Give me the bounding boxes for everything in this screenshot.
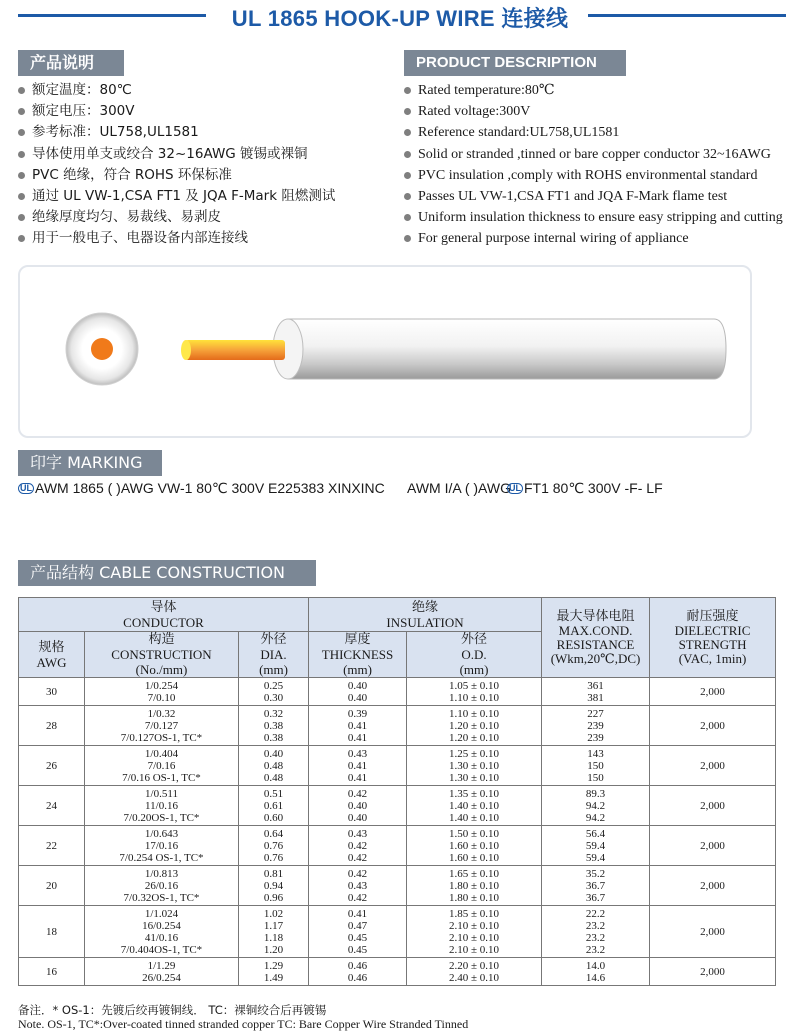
cell-resistance [542, 678, 650, 706]
cell-value: 0.45 [347, 943, 368, 956]
list-item: 额定电压：300V [18, 101, 335, 122]
cell-dielectric: 2,000 [650, 678, 776, 706]
cell-value: 0.64 [263, 827, 284, 840]
cell-value: 23.2 [585, 943, 606, 956]
cell-value: 36.7 [585, 891, 606, 904]
marking-line-2 [407, 480, 663, 497]
cell-thickness [309, 786, 407, 826]
cell-value: 1.49 [263, 971, 284, 984]
cell-dielectric: 2,000 [650, 786, 776, 826]
cell-od [407, 866, 542, 906]
cell-dielectric: 2,000 [650, 958, 776, 986]
cell-value: 0.30 [263, 691, 284, 704]
cell-value: 59.4 [585, 839, 606, 852]
construction-table-body [19, 678, 776, 986]
cell-resistance [542, 958, 650, 986]
product-list-zh [18, 80, 335, 250]
cell-value: 1/0.32 [147, 707, 176, 720]
cell-value: 381 [587, 691, 604, 704]
cell-value: 361 [587, 679, 604, 692]
cell-awg: 16 [19, 958, 85, 986]
cell-value: 1.60 ± 0.10 [448, 839, 500, 852]
cell-value: 0.40 [347, 811, 368, 824]
cell-value: 1/1.024 [144, 907, 179, 920]
cell-construction [85, 786, 239, 826]
cell-dielectric: 2,000 [650, 826, 776, 866]
title-rule-right [588, 14, 786, 17]
cell-value: 1/1.29 [147, 959, 176, 972]
cell-value: 23.2 [585, 931, 606, 944]
table-row [19, 958, 776, 986]
cell-value: 1.25 ± 0.10 [448, 747, 500, 760]
cell-value: 7/0.16 OS-1, TC* [122, 771, 201, 784]
cell-value: 1.60 ± 0.10 [448, 851, 500, 864]
cell-dia [239, 866, 309, 906]
marking-text-2b: FT1 80℃ 300V -F- LF [523, 480, 663, 496]
header-awg: 规格 AWG [19, 632, 85, 678]
cell-od [407, 906, 542, 958]
header-od: 外径 O.D. (mm) [407, 632, 542, 678]
cell-od [407, 706, 542, 746]
cell-thickness [309, 746, 407, 786]
cell-value: 59.4 [585, 851, 606, 864]
cell-value: 150 [587, 771, 604, 784]
list-item: Rated voltage:300V [404, 101, 783, 122]
cell-value: 1/0.254 [144, 679, 179, 692]
cell-value: 1.50 ± 0.10 [448, 827, 500, 840]
cell-od [407, 746, 542, 786]
cell-od [407, 678, 542, 706]
tab-marking: 印字 MARKING [18, 450, 162, 476]
cell-value: 0.39 [347, 707, 368, 720]
list-item: PVC 绝缘，符合 ROHS 环保标准 [18, 165, 335, 186]
marking-text-1: AWM 1865 ( )AWG VW-1 80℃ 300V E225383 XINXINC [35, 480, 385, 496]
table-row [19, 906, 776, 958]
cell-value: 0.42 [347, 787, 368, 800]
note-en: Note. OS-1, TC*:Over-coated tinned stranded copper TC: Bare Copper Wire Stranded Tinned [18, 1017, 469, 1031]
cell-construction [85, 678, 239, 706]
cell-thickness [309, 906, 407, 958]
cell-awg: 20 [19, 866, 85, 906]
cell-value: 14.0 [585, 959, 606, 972]
wire-jacket [288, 319, 726, 379]
cell-od [407, 826, 542, 866]
cell-value: 14.6 [585, 971, 606, 984]
cell-value: 1.18 [263, 931, 284, 944]
cell-dia [239, 786, 309, 826]
wire-conductor [185, 340, 285, 360]
cell-value: 7/0.16 [147, 759, 176, 772]
cell-value: 0.96 [263, 891, 284, 904]
cell-value: 0.48 [263, 759, 284, 772]
cell-value: 26/0.254 [142, 971, 181, 984]
cell-value: 239 [587, 719, 604, 732]
product-list-en [404, 80, 783, 250]
cell-thickness [309, 866, 407, 906]
cell-value: 0.41 [347, 907, 368, 920]
header-conductor: 导体 CONDUCTOR [19, 598, 309, 632]
wire-conductor-tip [181, 340, 191, 360]
cell-value: 0.42 [347, 891, 368, 904]
cell-thickness [309, 826, 407, 866]
table-row [19, 826, 776, 866]
cell-value: 0.40 [347, 691, 368, 704]
cell-value: 0.25 [263, 679, 284, 692]
cell-value: 2.10 ± 0.10 [448, 931, 500, 944]
cell-value: 1/0.404 [144, 747, 179, 760]
cell-value: 1.05 ± 0.10 [448, 679, 500, 692]
cell-value: 17/0.16 [144, 839, 179, 852]
cell-dielectric: 2,000 [650, 866, 776, 906]
cell-value: 23.2 [585, 919, 606, 932]
cell-value: 1.40 ± 0.10 [448, 811, 500, 824]
cell-construction [85, 866, 239, 906]
cell-value: 0.76 [263, 839, 284, 852]
cell-value: 1.65 ± 0.10 [448, 867, 500, 880]
cell-value: 0.41 [347, 731, 368, 744]
cell-value: 2.10 ± 0.10 [448, 919, 500, 932]
cell-dielectric: 2,000 [650, 906, 776, 958]
cell-value: 1.40 ± 0.10 [448, 799, 500, 812]
cell-awg: 24 [19, 786, 85, 826]
cell-value: 2.40 ± 0.10 [448, 971, 500, 984]
table-row [19, 706, 776, 746]
cell-od [407, 958, 542, 986]
cell-construction [85, 958, 239, 986]
cell-value: 0.47 [347, 919, 368, 932]
cell-resistance [542, 826, 650, 866]
list-item: PVC insulation ,comply with ROHS environmental standard [404, 165, 783, 186]
table-row [19, 866, 776, 906]
cell-value: 0.46 [347, 959, 368, 972]
cell-resistance [542, 746, 650, 786]
cell-value: 2.20 ± 0.10 [448, 959, 500, 972]
cell-value: 1.85 ± 0.10 [448, 907, 500, 920]
cell-construction [85, 746, 239, 786]
header-dielectric: 耐压强度 DIELECTRIC STRENGTH (VAC, 1min) [650, 598, 776, 678]
list-item: 导体使用单支或绞合 32~16AWG 镀锡或裸铜 [18, 144, 335, 165]
cell-value: 16/0.254 [142, 919, 181, 932]
cell-dia [239, 678, 309, 706]
cell-resistance [542, 866, 650, 906]
cell-value: 89.3 [585, 787, 606, 800]
cell-value: 227 [587, 707, 604, 720]
cell-construction [85, 826, 239, 866]
cell-value: 150 [587, 759, 604, 772]
cell-dielectric: 2,000 [650, 706, 776, 746]
cell-value: 0.94 [263, 879, 284, 892]
cell-resistance [542, 786, 650, 826]
cell-value: 94.2 [585, 799, 606, 812]
list-item: For general purpose internal wiring of appliance [404, 228, 783, 249]
list-item: Uniform insulation thickness to ensure easy stripping and cutting [404, 207, 783, 228]
cell-dia [239, 706, 309, 746]
cell-value: 56.4 [585, 827, 606, 840]
ul-logo-icon: UL [20, 483, 32, 493]
cell-value: 1.30 ± 0.10 [448, 771, 500, 784]
wire-image [20, 267, 750, 436]
cell-value: 1.02 [263, 907, 284, 920]
cell-od [407, 786, 542, 826]
cell-value: 7/0.32OS-1, TC* [123, 891, 200, 904]
header-resistance: 最大导体电阻 MAX.COND. RESISTANCE (Wkm,20℃,DC) [542, 598, 650, 678]
cell-awg: 28 [19, 706, 85, 746]
cell-value: 1.80 ± 0.10 [448, 879, 500, 892]
cell-value: 7/0.10 [147, 691, 176, 704]
cell-dia [239, 958, 309, 986]
cell-dielectric: 2,000 [650, 746, 776, 786]
cell-value: 0.43 [347, 879, 368, 892]
page-title: UL 1865 HOOK-UP WIRE 连接线 [231, 6, 569, 31]
cell-value: 0.61 [263, 799, 284, 812]
cell-value: 0.46 [347, 971, 368, 984]
list-item: Rated temperature:80℃ [404, 80, 783, 101]
cell-resistance [542, 906, 650, 958]
cell-awg: 30 [19, 678, 85, 706]
cell-thickness [309, 958, 407, 986]
header-insulation: 绝缘 INSULATION [309, 598, 542, 632]
cell-value: 0.40 [263, 747, 284, 760]
table-row [19, 786, 776, 826]
cell-resistance [542, 706, 650, 746]
cell-value: 7/0.127 [144, 719, 179, 732]
note-zh: 备注．* OS-1：先镀后绞再镀铜线． TC：裸铜绞合后再镀锡 [18, 1003, 327, 1017]
cell-value: 7/0.404OS-1, TC* [120, 943, 203, 956]
cell-awg: 22 [19, 826, 85, 866]
cell-awg: 26 [19, 746, 85, 786]
cross-section-conductor [91, 338, 113, 360]
table-row [19, 678, 776, 706]
table-row [19, 746, 776, 786]
cell-value: 1.10 ± 0.10 [448, 707, 500, 720]
cell-construction [85, 706, 239, 746]
cell-value: 0.60 [263, 811, 284, 824]
cell-value: 0.48 [263, 771, 284, 784]
header-dia: 外径 DIA. (mm) [239, 632, 309, 678]
cell-value: 0.38 [263, 719, 284, 732]
cell-thickness [309, 706, 407, 746]
marking-text-2a: AWM I/A ( )AWG [407, 480, 511, 496]
csa-logo-icon: UL [508, 483, 521, 493]
cell-value: 11/0.16 [145, 799, 178, 812]
cell-value: 143 [587, 747, 604, 760]
cell-value: 1.30 ± 0.10 [448, 759, 500, 772]
notes [18, 1003, 468, 1031]
list-item: Passes UL VW-1,CSA FT1 and JQA F-Mark flame test [404, 186, 783, 207]
cell-value: 0.42 [347, 867, 368, 880]
cell-value: 1.35 ± 0.10 [448, 787, 500, 800]
wire-illustration [18, 265, 752, 438]
cell-value: 22.2 [585, 907, 606, 920]
list-item: 额定温度：80℃ [18, 80, 335, 101]
cell-value: 0.42 [347, 839, 368, 852]
cell-value: 0.43 [347, 747, 368, 760]
list-item: 绝缘厚度均匀、易裁线、易剥皮 [18, 207, 335, 228]
cell-thickness [309, 678, 407, 706]
cell-value: 1/0.643 [144, 827, 179, 840]
cell-value: 0.38 [263, 731, 284, 744]
cell-value: 1/0.813 [144, 867, 179, 880]
tab-product-en: PRODUCT DESCRIPTION [404, 50, 626, 76]
cell-value: 35.2 [585, 867, 606, 880]
cell-value: 0.81 [263, 867, 284, 880]
list-item: Solid or stranded ,tinned or bare copper conductor 32~16AWG [404, 144, 783, 165]
cell-value: 1.20 ± 0.10 [448, 719, 500, 732]
cell-value: 0.40 [347, 799, 368, 812]
cell-dia [239, 826, 309, 866]
tab-product-zh: 产品说明 [18, 50, 124, 76]
construction-table [18, 597, 776, 986]
cell-value: 36.7 [585, 879, 606, 892]
cell-value: 1.29 [263, 959, 284, 972]
cell-value: 1.17 [263, 919, 284, 932]
tab-cable-construction: 产品结构 CABLE CONSTRUCTION [18, 560, 316, 586]
cell-value: 1.20 [263, 943, 284, 956]
cell-value: 7/0.127OS-1, TC* [120, 731, 203, 744]
cell-value: 0.32 [263, 707, 284, 720]
cell-value: 239 [587, 731, 604, 744]
cell-value: 7/0.254 OS-1, TC* [119, 851, 204, 864]
cell-value: 26/0.16 [144, 879, 179, 892]
cell-value: 0.40 [347, 679, 368, 692]
cell-value: 0.51 [263, 787, 284, 800]
cell-value: 1.10 ± 0.10 [448, 691, 500, 704]
header-thickness: 厚度 THICKNESS (mm) [309, 632, 407, 678]
cell-value: 41/0.16 [144, 931, 179, 944]
list-item: Reference standard:UL758,UL1581 [404, 122, 783, 143]
cell-dia [239, 906, 309, 958]
marking-line-1 [18, 480, 385, 497]
cell-value: 1/0.511 [145, 787, 178, 800]
list-item: 参考标准：UL758,UL1581 [18, 122, 335, 143]
cell-value: 0.76 [263, 851, 284, 864]
header-construction: 构造 CONSTRUCTION (No./mm) [85, 632, 239, 678]
cell-construction [85, 906, 239, 958]
cell-value: 1.20 ± 0.10 [448, 731, 500, 744]
cell-value: 0.41 [347, 759, 368, 772]
cell-value: 0.41 [347, 771, 368, 784]
cell-dia [239, 746, 309, 786]
list-item: 通过 UL VW-1,CSA FT1 及 JQA F-Mark 阻燃测试 [18, 186, 335, 207]
cell-value: 1.80 ± 0.10 [448, 891, 500, 904]
cell-value: 0.42 [347, 851, 368, 864]
cell-value: 7/0.20OS-1, TC* [123, 811, 200, 824]
list-item: 用于一般电子、电器设备内部连接线 [18, 228, 335, 249]
cell-awg: 18 [19, 906, 85, 958]
cell-value: 0.45 [347, 931, 368, 944]
cell-value: 0.43 [347, 827, 368, 840]
cell-value: 2.10 ± 0.10 [448, 943, 500, 956]
cell-value: 94.2 [585, 811, 606, 824]
cell-value: 0.41 [347, 719, 368, 732]
